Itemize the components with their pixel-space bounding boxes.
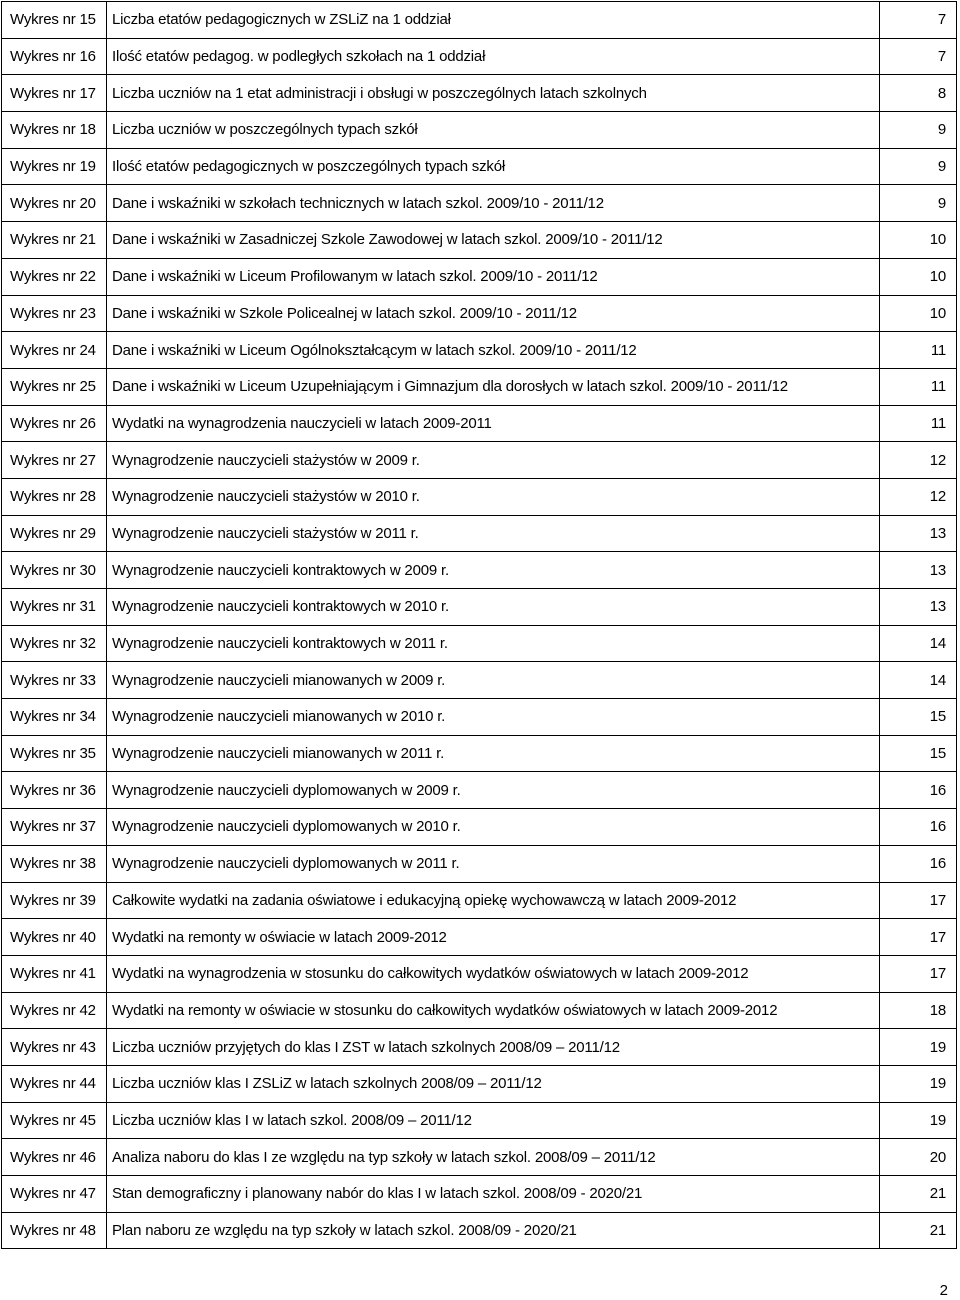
table-row [2,368,957,405]
chart-number: Wykres nr 28 [2,478,107,515]
chart-number: Wykres nr 23 [2,295,107,332]
chart-page: 16 [880,845,957,882]
table-row [2,75,957,112]
chart-title: Całkowite wydatki na zadania oświatowe i edukacyjną opiekę wychowawczą w latach 2009-2012 [107,882,880,919]
chart-page: 20 [880,1139,957,1176]
table-row [2,185,957,222]
chart-title: Stan demograficzny i planowany nabór do klas I w latach szkol. 2008/09 - 2020/21 [107,1176,880,1213]
chart-title: Ilość etatów pedagogicznych w poszczególnych typach szkół [107,148,880,185]
chart-number: Wykres nr 19 [2,148,107,185]
chart-title: Wydatki na remonty w oświacie w stosunku do całkowitych wydatków oświatowych w latach 2009-2012 [107,992,880,1029]
chart-page: 13 [880,552,957,589]
chart-number: Wykres nr 40 [2,919,107,956]
table-row [2,1212,957,1249]
chart-number: Wykres nr 24 [2,332,107,369]
chart-number: Wykres nr 35 [2,735,107,772]
chart-number: Wykres nr 44 [2,1065,107,1102]
chart-title: Liczba uczniów klas I ZSLiZ w latach szkolnych 2008/09 – 2011/12 [107,1065,880,1102]
chart-page: 13 [880,515,957,552]
chart-number: Wykres nr 42 [2,992,107,1029]
chart-title: Wynagrodzenie nauczycieli mianowanych w 2010 r. [107,699,880,736]
chart-page: 19 [880,1029,957,1066]
chart-title: Wynagrodzenie nauczycieli stażystów w 2011 r. [107,515,880,552]
chart-title: Ilość etatów pedagog. w podległych szkołach na 1 oddział [107,38,880,75]
chart-list-body [2,2,957,1249]
table-row [2,1065,957,1102]
chart-title: Liczba uczniów na 1 etat administracji i obsługi w poszczególnych latach szkolnych [107,75,880,112]
chart-number: Wykres nr 48 [2,1212,107,1249]
chart-number: Wykres nr 21 [2,222,107,259]
chart-title: Plan naboru ze względu na typ szkoły w latach szkol. 2008/09 - 2020/21 [107,1212,880,1249]
chart-title: Dane i wskaźniki w Szkole Policealnej w latach szkol. 2009/10 - 2011/12 [107,295,880,332]
table-row [2,1029,957,1066]
chart-page: 13 [880,589,957,626]
chart-page: 10 [880,295,957,332]
chart-title: Wynagrodzenie nauczycieli dyplomowanych w 2011 r. [107,845,880,882]
chart-number: Wykres nr 36 [2,772,107,809]
chart-page: 14 [880,625,957,662]
chart-title: Wydatki na remonty w oświacie w latach 2009-2012 [107,919,880,956]
chart-page: 17 [880,919,957,956]
table-row [2,478,957,515]
table-row [2,2,957,39]
chart-title: Liczba uczniów przyjętych do klas I ZST w latach szkolnych 2008/09 – 2011/12 [107,1029,880,1066]
chart-page: 9 [880,112,957,149]
chart-title: Analiza naboru do klas I ze względu na typ szkoły w latach szkol. 2008/09 – 2011/12 [107,1139,880,1176]
chart-number: Wykres nr 16 [2,38,107,75]
chart-title: Wynagrodzenie nauczycieli dyplomowanych w 2009 r. [107,772,880,809]
chart-page: 14 [880,662,957,699]
page-number: 2 [939,1282,948,1299]
table-row [2,258,957,295]
chart-number: Wykres nr 15 [2,2,107,39]
table-row [2,405,957,442]
table-row [2,112,957,149]
chart-title: Dane i wskaźniki w Liceum Profilowanym w latach szkol. 2009/10 - 2011/12 [107,258,880,295]
chart-number: Wykres nr 20 [2,185,107,222]
chart-title: Wynagrodzenie nauczycieli mianowanych w 2009 r. [107,662,880,699]
chart-page: 12 [880,442,957,479]
table-row [2,1139,957,1176]
chart-title: Dane i wskaźniki w Liceum Ogólnokształcącym w latach szkol. 2009/10 - 2011/12 [107,332,880,369]
table-row [2,222,957,259]
chart-title: Liczba uczniów klas I w latach szkol. 2008/09 – 2011/12 [107,1102,880,1139]
table-row [2,699,957,736]
table-row [2,38,957,75]
chart-page: 11 [880,332,957,369]
chart-page: 17 [880,882,957,919]
table-row [2,1102,957,1139]
chart-title: Dane i wskaźniki w szkołach technicznych w latach szkol. 2009/10 - 2011/12 [107,185,880,222]
chart-number: Wykres nr 27 [2,442,107,479]
table-row [2,882,957,919]
table-row [2,295,957,332]
chart-number: Wykres nr 46 [2,1139,107,1176]
chart-title: Wynagrodzenie nauczycieli kontraktowych w 2010 r. [107,589,880,626]
table-row [2,515,957,552]
table-row [2,809,957,846]
chart-number: Wykres nr 34 [2,699,107,736]
chart-number: Wykres nr 25 [2,368,107,405]
table-row [2,662,957,699]
chart-page: 7 [880,2,957,39]
chart-page: 10 [880,222,957,259]
chart-page: 11 [880,405,957,442]
chart-page: 12 [880,478,957,515]
chart-number: Wykres nr 17 [2,75,107,112]
table-row [2,845,957,882]
chart-title: Wynagrodzenie nauczycieli stażystów w 2009 r. [107,442,880,479]
table-row [2,772,957,809]
chart-page: 21 [880,1176,957,1213]
chart-title: Wynagrodzenie nauczycieli dyplomowanych w 2010 r. [107,809,880,846]
chart-page: 21 [880,1212,957,1249]
chart-title: Wynagrodzenie nauczycieli kontraktowych w 2009 r. [107,552,880,589]
chart-title: Wydatki na wynagrodzenia w stosunku do całkowitych wydatków oświatowych w latach 2009-2012 [107,955,880,992]
chart-page: 15 [880,699,957,736]
chart-number: Wykres nr 32 [2,625,107,662]
chart-title: Wydatki na wynagrodzenia nauczycieli w latach 2009-2011 [107,405,880,442]
chart-title: Liczba etatów pedagogicznych w ZSLiZ na 1 oddział [107,2,880,39]
chart-number: Wykres nr 37 [2,809,107,846]
chart-list-table [1,1,957,1249]
chart-page: 19 [880,1065,957,1102]
table-row [2,1176,957,1213]
chart-number: Wykres nr 39 [2,882,107,919]
chart-page: 8 [880,75,957,112]
table-row [2,735,957,772]
table-row [2,919,957,956]
chart-page: 9 [880,148,957,185]
table-row [2,332,957,369]
chart-page: 19 [880,1102,957,1139]
table-row [2,148,957,185]
chart-number: Wykres nr 47 [2,1176,107,1213]
chart-title: Wynagrodzenie nauczycieli kontraktowych w 2011 r. [107,625,880,662]
chart-number: Wykres nr 33 [2,662,107,699]
chart-number: Wykres nr 45 [2,1102,107,1139]
table-row [2,992,957,1029]
chart-title: Dane i wskaźniki w Zasadniczej Szkole Zawodowej w latach szkol. 2009/10 - 2011/12 [107,222,880,259]
chart-page: 18 [880,992,957,1029]
chart-page: 16 [880,772,957,809]
chart-page: 10 [880,258,957,295]
chart-title: Wynagrodzenie nauczycieli mianowanych w 2011 r. [107,735,880,772]
chart-number: Wykres nr 38 [2,845,107,882]
chart-number: Wykres nr 30 [2,552,107,589]
chart-page: 9 [880,185,957,222]
chart-number: Wykres nr 22 [2,258,107,295]
chart-page: 16 [880,809,957,846]
chart-page: 7 [880,38,957,75]
table-row [2,442,957,479]
table-row [2,625,957,662]
chart-title: Wynagrodzenie nauczycieli stażystów w 2010 r. [107,478,880,515]
chart-page: 15 [880,735,957,772]
chart-number: Wykres nr 41 [2,955,107,992]
chart-number: Wykres nr 18 [2,112,107,149]
chart-number: Wykres nr 29 [2,515,107,552]
chart-number: Wykres nr 31 [2,589,107,626]
chart-number: Wykres nr 43 [2,1029,107,1066]
chart-page: 17 [880,955,957,992]
table-row [2,552,957,589]
table-row [2,955,957,992]
chart-number: Wykres nr 26 [2,405,107,442]
chart-title: Dane i wskaźniki w Liceum Uzupełniającym i Gimnazjum dla dorosłych w latach szkol. 2009/10 - 2011/12 [107,368,880,405]
table-row [2,589,957,626]
chart-title: Liczba uczniów w poszczególnych typach szkół [107,112,880,149]
chart-page: 11 [880,368,957,405]
